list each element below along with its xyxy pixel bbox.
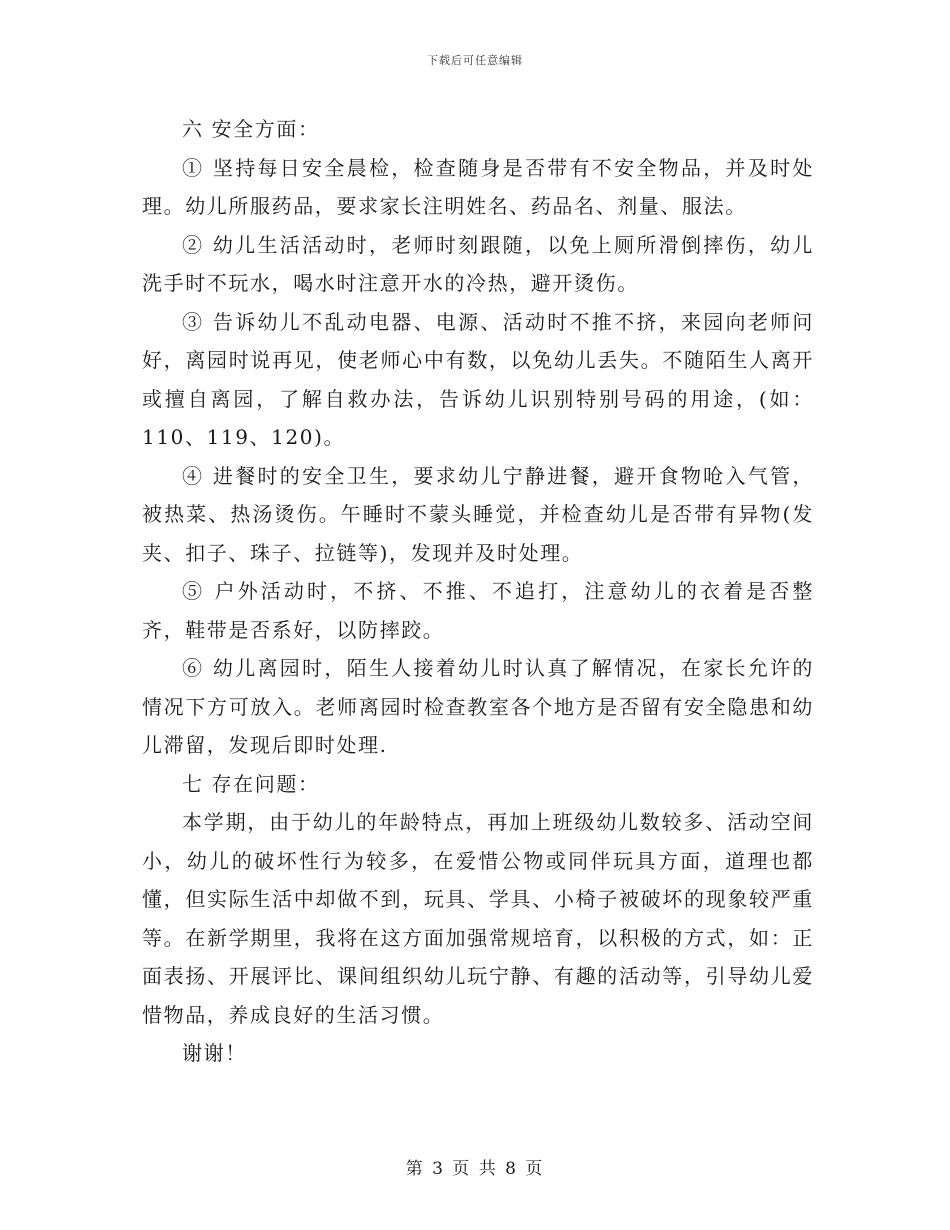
- paragraph-morning-check: ① 坚持每日安全晨检，检查随身是否带有不安全物品，并及时处理。幼儿所服药品，要求家长注明姓名、药品名、剂量、服法。: [142, 155, 814, 218]
- paragraph-electrical-safety: ③ 告诉幼儿不乱动电器、电源、活动时不推不挤，来园向老师问好，离园时说再见，使老师心中有数，以免幼儿丢失。不随陌生人离开或擅自离园，了解自救办法，告诉幼儿识别特别号码的用途，(如：110、119、120)。: [142, 309, 814, 449]
- paragraph-problems: 本学期，由于幼儿的年龄特点，再加上班级幼儿数较多、活动空间小，幼儿的破坏性行为较多，在爱惜公物或同伴玩具方面，道理也都懂，但实际生活中却做不到，玩具、学具、小椅子被破坏的现象较严重等。在新学期里，我将在这方面加强常规培育，以积极的方式，如：正面表扬、开展评比、课间组织幼儿玩宁静、有趣的活动等，引导幼儿爱惜物品，养成良好的生活习惯。: [142, 810, 814, 1027]
- section-heading-problems: 七 存在问题：: [182, 771, 320, 796]
- page-header-note: 下载后可任意编辑: [427, 54, 523, 67]
- paragraph-meal-safety: ④ 进餐时的安全卫生，要求幼儿宁静进餐，避开食物呛入气管，被热菜、热汤烫伤。午睡时不蒙头睡觉，并检查幼儿是否带有异物(发夹、扣子、珠子、拉链等)，发现并及时处理。: [142, 463, 814, 565]
- document-body: [142, 110, 814, 1073]
- paragraph-outdoor-activities: ⑤ 户外活动时，不挤、不推、不追打，注意幼儿的衣着是否整齐，鞋带是否系好，以防摔跤。: [142, 579, 814, 642]
- paragraph-daily-activities: ② 幼儿生活活动时，老师时刻跟随，以免上厕所滑倒摔伤，幼儿洗手时不玩水，喝水时注意开水的冷热，避开烫伤。: [142, 232, 814, 295]
- section-heading-safety: 六 安全方面：: [182, 117, 320, 141]
- page-number: 第 3 页 共 8 页: [405, 1159, 545, 1179]
- paragraph-departure-safety: ⑥ 幼儿离园时，陌生人接着幼儿时认真了解情况，在家长允许的情况下方可放入。老师离园时检查教室各个地方是否留有安全隐患和幼儿滞留，发现后即时处理.: [142, 656, 814, 757]
- paragraph-thanks: 谢谢！: [182, 1041, 247, 1065]
